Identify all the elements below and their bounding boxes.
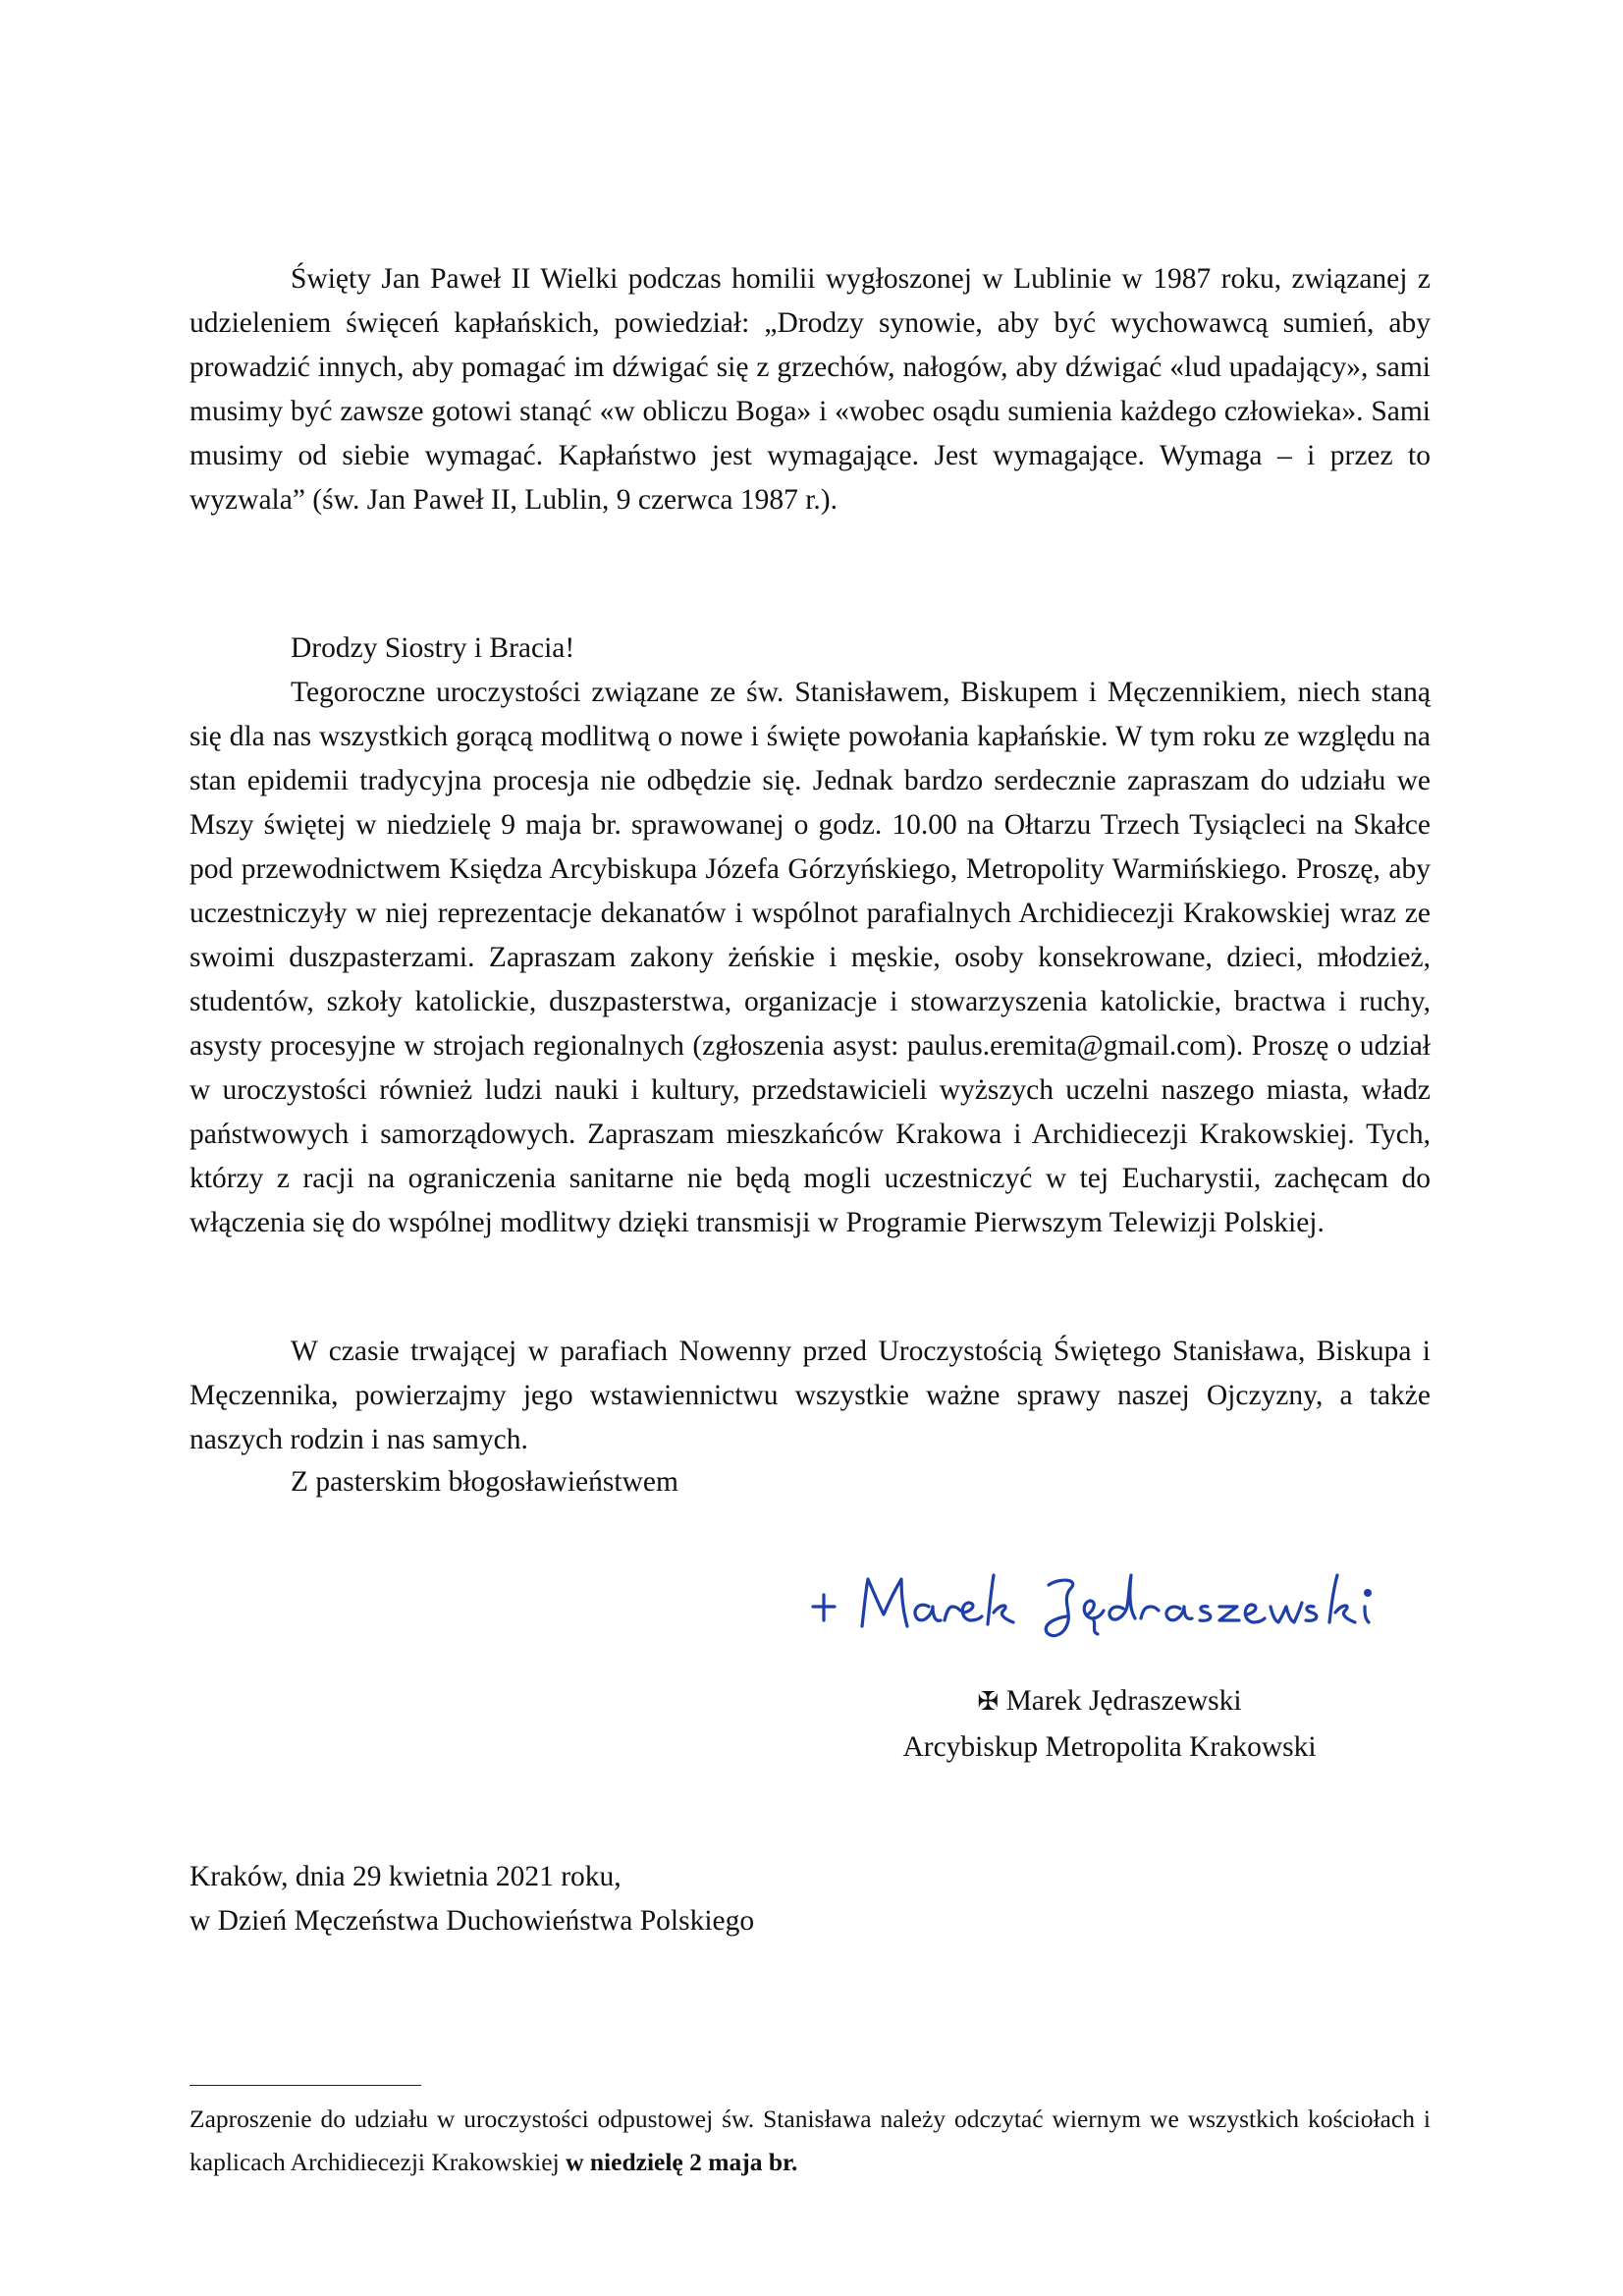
signatory-name: [864, 1678, 1355, 1724]
quote-paragraph: Święty Jan Paweł II Wielki podczas homilii wygłoszonej w Lublinie w 1987 roku, związanej z udzieleniem święceń kapłańskich, powiedział: „Drodzy synowie, aby być wychowawcą sumień, aby prowadzić innych, aby pomagać im dźwigać się z grzechów, nałogów, aby dźwigać «lud upadający», sami musimy być zawsze gotowi stanąć «w obliczu Boga» i «wobec osądu sumienia każdego człowieka». Sami musimy od siebie wymagać. Kapłaństwo jest wymagające. Jest wymagające. Wymaga – i przez to wyzwala” (św. Jan Paweł II, Lublin, 9 czerwca 1987 r.).: [189, 263, 1431, 516]
greeting: Drodzy Siostry i Bracia!: [291, 632, 575, 664]
invitation-paragraph: Tegoroczne uroczystości związane ze św. Stanisławem, Biskupem i Męczennikiem, niech staną się dla nas wszystkich gorącą modlitwą o nowe i święte powołania kapłańskie. W tym roku ze względu na stan epidemii tradycyjna procesja nie odbędzie się. Jednak bardzo serdecznie zapraszam do udziału we Mszy świętej w niedzielę 9 maja br. sprawowanej o godz. 10.00 na Ołtarzu Trzech Tysiącleci na Skałce pod przewodnictwem Księdza Arcybiskupa Józefa Górzyńskiego, Metropolity Warmińskiego. Proszę, aby uczestniczyły w niej reprezentacje dekanatów i wspólnot parafialnych Archidiecezji Krakowskiej wraz ze swoimi duszpasterzami. Zapraszam zakony żeńskie i męskie, osoby konsekrowane, dzieci, młodzież, studentów, szkoły katolickie, duszpasterstwa, organizacje i stowarzyszenia katolickie, bractwa i ruchy, asysty procesyjne w strojach regionalnych (zgłoszenia asyst: paulus.eremita@gmail.com). Proszę o udział w uroczystości również ludzi nauki i kultury, przedstawicieli wyższych uczelni naszego miasta, władz państwowych i samorządowych. Zapraszam mieszkańców Krakowa i Archidiecezji Krakowskiej. Tych, którzy z racji na ograniczenia sanitarne nie będą mogli uczestniczyć w tej Eucharystii, zachęcam do włączenia się do wspólnej modlitwy dzięki transmisji w Programie Pierwszym Telewizji Polskiej.: [189, 677, 1431, 1238]
signatory-title: Arcybiskup Metropolita Krakowski: [902, 1731, 1317, 1763]
handwritten-signature: [795, 1550, 1404, 1648]
footnote-divider: [189, 2085, 421, 2086]
place-date-line2: w Dzień Męczeństwa Duchowieństwa Polskiego: [189, 1905, 755, 1937]
closing-line: Z pasterskim błogosławieństwem: [291, 1466, 678, 1498]
footnote-emphasis: w niedzielę 2 maja br.: [566, 2148, 798, 2176]
episcopal-cross-icon: ✠: [977, 1687, 1000, 1716]
footnote: [189, 2098, 1431, 2184]
novena-paragraph: W czasie trwającej w parafiach Nowenny przed Uroczystością Świętego Stanisława, Biskupa i Męczennika, powierzajmy jego wstawiennictwu wszystkie ważne sprawy naszej Ojczyzny, a także naszych rodzin i nas samych.: [189, 1336, 1431, 1455]
place-date-line1: Kraków, dnia 29 kwietnia 2021 roku,: [189, 1861, 622, 1892]
signatory-name-text: Marek Jędraszewski: [1005, 1685, 1242, 1717]
footnote-text: Zaproszenie do udziału w uroczystości odpustowej św. Stanisława należy odczytać wiernym we wszystkich kościołach i kaplicach Archidiecezji Krakowskiej: [189, 2105, 1431, 2176]
place-date: [189, 1855, 754, 1943]
